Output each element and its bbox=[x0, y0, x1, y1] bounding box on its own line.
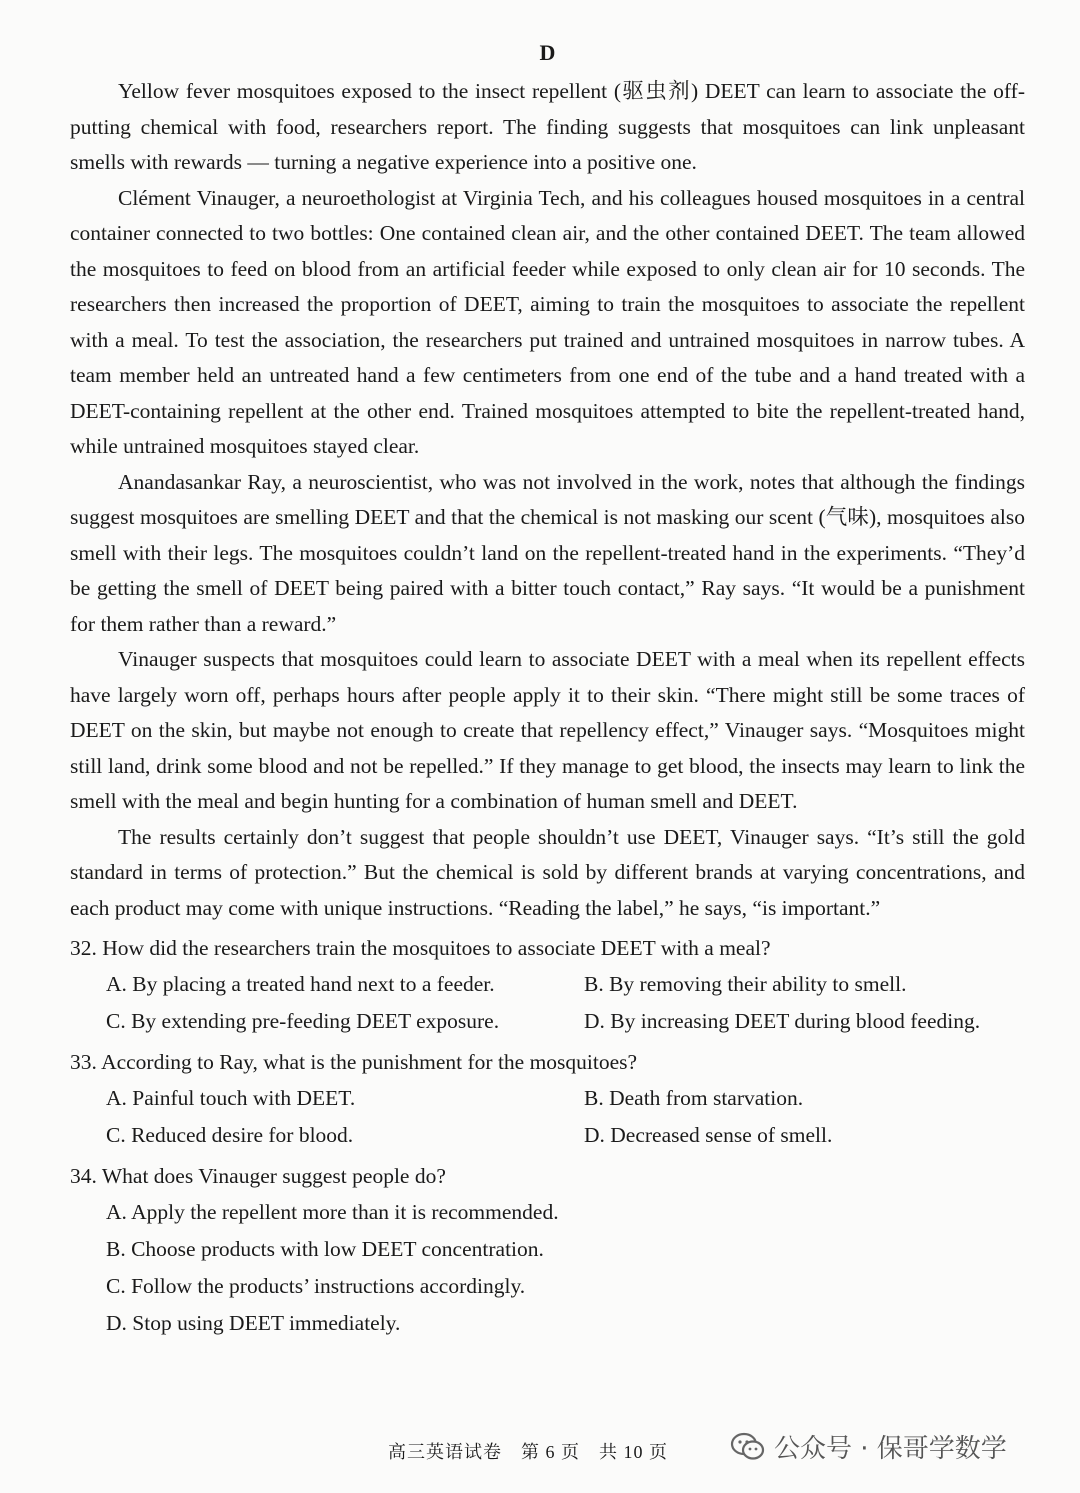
watermark-text: 公众号 · 保哥学数学 bbox=[774, 1434, 1007, 1464]
option-b: B. By removing their ability to smell. bbox=[584, 972, 907, 996]
paragraph-4: Vinauger suspects that mosquitoes could learn to associate DEET with a meal when its repellent effects have largely worn off, perhaps hours after people apply it to their skin. “There might still be some traces of DEET on the skin, but maybe not enough to create that repellency effect,” Vinauger says. “Mosquitoes might still land, drink some blood and not be repelled.” If they manage to get blood, the insects may learn to link the smell with the meal and begin hunting for a combination of human smell and DEET. bbox=[70, 647, 1025, 813]
question-stem: 33. According to Ray, what is the punishment for the mosquitoes? bbox=[70, 1050, 638, 1074]
option-c: C. By extending pre-feeding DEET exposure. bbox=[106, 1009, 500, 1033]
option-c: C. Follow the products’ instructions accordingly. bbox=[106, 1274, 526, 1298]
page-footer: 高三英语试卷 第 6 页 共 10 页 bbox=[388, 1442, 668, 1462]
watermark bbox=[730, 1428, 1007, 1465]
paragraph-3: Anandasankar Ray, a neuroscientist, who was not involved in the work, notes that although the findings suggest mosquitoes are smelling DEET and that the chemical is not masking our scent (气味), mosquitoes also smell with their legs. The mosquitoes couldn’t land on the repellent-treated hand in the experiments. “They’d be getting the smell of DEET being paired with a bitter touch contact,” Ray says. “It would be a punishment for them rather than a reward.” bbox=[70, 469, 1025, 636]
option-d: D. Stop using DEET immediately. bbox=[106, 1311, 401, 1335]
question-33 bbox=[70, 1044, 1025, 1154]
option-a: A. Apply the repellent more than it is recommended. bbox=[106, 1200, 559, 1224]
options bbox=[106, 966, 1025, 1040]
question-34 bbox=[70, 1158, 1025, 1342]
wechat-icon bbox=[730, 1432, 766, 1462]
option-a: A. By placing a treated hand next to a feeder. bbox=[106, 972, 495, 996]
option-d: D. Decreased sense of smell. bbox=[584, 1123, 833, 1147]
paragraph-5: The results certainly don’t suggest that people shouldn’t use DEET, Vinauger says. “It’s still the gold standard in terms of protection.” But the chemical is sold by different brands at varying concentrations, and each product may come with unique instructions. “Reading the label,” he says, “is important.” bbox=[70, 824, 1025, 920]
option-b: B. Death from starvation. bbox=[584, 1086, 804, 1110]
option-d: D. By increasing DEET during blood feeding. bbox=[584, 1009, 981, 1033]
exam-page bbox=[70, 38, 1025, 1342]
question-32 bbox=[70, 930, 1025, 1040]
question-stem: 32. How did the researchers train the mosquitoes to associate DEET with a meal? bbox=[70, 936, 771, 960]
question-stem: 34. What does Vinauger suggest people do? bbox=[70, 1164, 446, 1188]
section-label: D bbox=[539, 40, 556, 65]
paragraph-1: Yellow fever mosquitoes exposed to the insect repellent (驱虫剂) DEET can learn to associate the off-putting chemical with food, researchers report. The finding suggests that mosquitoes can link unpleasant smells with rewards — turning a negative experience into a positive one. bbox=[70, 79, 1025, 174]
options bbox=[106, 1080, 1025, 1154]
option-a: A. Painful touch with DEET. bbox=[106, 1086, 356, 1110]
paragraph-2: Clément Vinauger, a neuroethologist at Virginia Tech, and his colleagues housed mosquitoes in a central container connected to two bottles: One contained clean air, and the other contained DEET. The team allowed the mosquitoes to feed on blood from an artificial feeder while exposed to only clean air for 10 seconds. The researchers then increased the proportion of DEET, aiming to train the mosquitoes to associate the repellent with a meal. To test the association, the researchers put trained and untrained mosquitoes in narrow tubes. A team member held an untreated hand a few centimeters from one end of the tube and a hand treated with a DEET-containing repellent at the other end. Trained mosquitoes attempted to bite the repellent-treated hand, while untrained mosquitoes stayed clear. bbox=[70, 185, 1025, 458]
option-b: B. Choose products with low DEET concentration. bbox=[106, 1237, 544, 1261]
option-c: C. Reduced desire for blood. bbox=[106, 1123, 354, 1147]
